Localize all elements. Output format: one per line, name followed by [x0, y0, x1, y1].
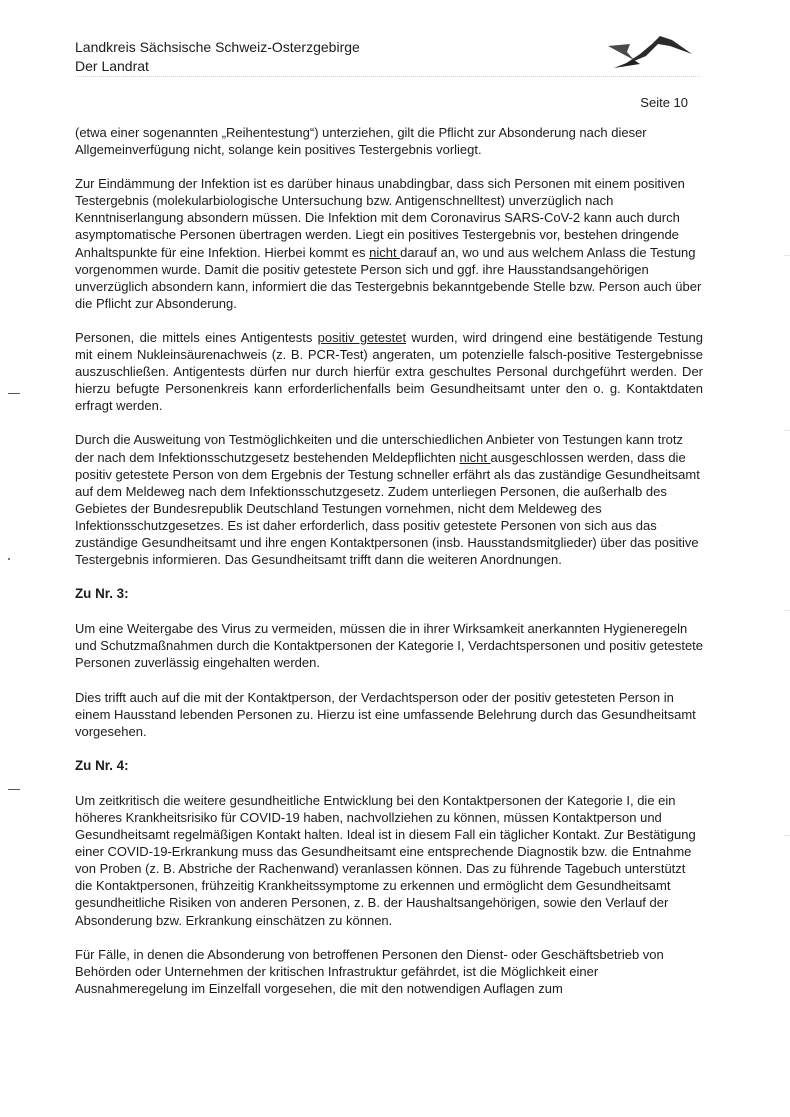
- emphasis-underline: positiv getestet: [317, 329, 407, 345]
- paragraph: Personen, die mittels eines Antigentests positiv getestet wurden, wird dringend eine bestätigende Testung mit einem Nukleinsäurenachweis (z. B. PCR-Test) angeraten, um potenzielle falsch-positive Testergebnisse auszuschließen. Antigentests dürfen nur durch hierfür extra geschultes Personal durchgeführt werden. Der hierzu befugte Personenkreis kann erforderlichenfalls beim Gesundheitsamt unter den o. g. Kontaktdaten erfragt werden.: [75, 329, 703, 414]
- paragraph: Zur Eindämmung der Infektion ist es darüber hinaus unabdingbar, dass sich Personen mit einem positiven Testergebnis (molekularbiologische Untersuchung bzw. Antigenschnelltest) unverzüglich nach Kenntniserlangung absondern müssen. Die Infektion mit dem Coronavirus SARS-CoV-2 kann auch durch asymptomatische Personen übertragen werden. Liegt ein positives Testergebnis vor, bestehen dringende Anhaltspunkte für eine Infektion. Hierbei kommt es nicht darauf an, wo und aus welchem Anlass die Testung vorgenommen wurde. Damit die positiv getestete Person sich und ggf. ihre Hausstandsangehörigen unverzüglich absondern kann, informiert die das Testergebnis bekanntgebende Stelle bzw. Person auch über die Pflicht zur Absonderung.: [75, 176, 702, 311]
- paragraph: Für Fälle, in denen die Absonderung von betroffenen Personen den Dienst- oder Geschäftsbetrieb von Behörden oder Unternehmen der kritischen Infrastruktur gefährdet, ist die Möglichkeit einer Ausnahmeregelung im Einzelfall vorgesehen, die mit den notwendigen Auflagen zum: [75, 946, 664, 996]
- section-heading: Zu Nr. 4:: [75, 757, 129, 773]
- authority-title: Der Landrat: [75, 58, 149, 74]
- authority-name: Landkreis Sächsische Schweiz-Osterzgebirge: [75, 39, 360, 55]
- scan-edge-mark: [784, 255, 790, 256]
- scan-edge-mark: [784, 430, 790, 431]
- header-rule: [75, 76, 700, 77]
- scan-edge-mark: [784, 610, 790, 611]
- emphasis-underline: nicht: [459, 449, 491, 465]
- letterhead: [75, 38, 360, 76]
- section-heading: Zu Nr. 3:: [75, 586, 129, 602]
- scan-edge-mark: [784, 835, 790, 836]
- document-body: [75, 124, 703, 1014]
- paragraph: Dies trifft auch auf die mit der Kontaktperson, der Verdachtsperson oder der positiv getesteten Person in einem Hausstand lebenden Personen zu. Hierzu ist eine umfassende Belehrung durch das Gesundheitsamt vorgesehen.: [75, 689, 696, 739]
- margin-mark: [8, 789, 20, 790]
- district-logo-icon: [600, 30, 695, 72]
- margin-dot: [8, 558, 10, 560]
- paragraph: (etwa einer sogenannten „Reihentestung“) unterziehen, gilt die Pflicht zur Absonderung nach dieser Allgemeinverfügung nicht, solange kein positives Testergebnis vorliegt.: [75, 125, 647, 158]
- page-number: Seite 10: [640, 95, 688, 110]
- paragraph: Durch die Ausweitung von Testmöglichkeiten und die unterschiedlichen Anbieter von Testungen kann trotz der nach dem Infektionsschutzgesetz bestehenden Meldepflichten nicht ausgeschlossen werden, dass die positiv getestete Person von dem Ergebnis der Testung schneller erfährt als das zuständige Gesundheitsamt auf dem Meldeweg nach dem Infektionsschutzgesetz. Zudem unterliegen Personen, die außerhalb des Gebietes der Bundesrepublik Deutschland Testungen vornehmen, nicht dem Meldeweg des Infektionsschutzgesetzes. Es ist daher erforderlich, dass positiv getestete Personen von sich aus das zuständige Gesundheitsamt und ihre engen Kontaktpersonen (insb. Hausstandsmitglieder) über das positive Testergebnis informieren. Das Gesundheitsamt trifft dann die weiteren Anordnungen.: [75, 432, 700, 568]
- paragraph: Um eine Weitergabe des Virus zu vermeiden, müssen die in ihrer Wirksamkeit anerkannten Hygieneregeln und Schutzmaßnahmen durch die Kontaktpersonen der Kategorie I, Verdachtspersonen und positiv getestete Personen zuverlässig eingehalten werden.: [75, 621, 704, 671]
- paragraph: Um zeitkritisch die weitere gesundheitliche Entwicklung bei den Kontaktpersonen der Kategorie I, die ein höheres Krankheitsrisiko für COVID-19 haben, nachvollziehen zu können, müssen Kontaktperson und Gesundheitsamt regelmäßigen Kontakt halten. Ideal ist in diesem Fall ein täglicher Kontakt. Zur Bestätigung einer COVID-19-Erkrankung muss das Gesundheitsamt eine entsprechende Diagnostik bzw. die Entnahme von Proben (z. B. Abstriche der Rachenwand) veranlassen können. Das zu führende Tagebuch unterstützt die Kontaktpersonen, frühzeitig Krankheitssymptome zu erkennen und ermöglicht dem Gesundheitsamt gesundheitliche Risiken von anderen Personen, z. B. der Haushaltsangehörigen, sowie den Verlauf der Absonderung bzw. Erkrankung einschätzen zu können.: [75, 792, 696, 928]
- emphasis-underline: nicht: [369, 244, 401, 260]
- margin-mark: [8, 393, 20, 394]
